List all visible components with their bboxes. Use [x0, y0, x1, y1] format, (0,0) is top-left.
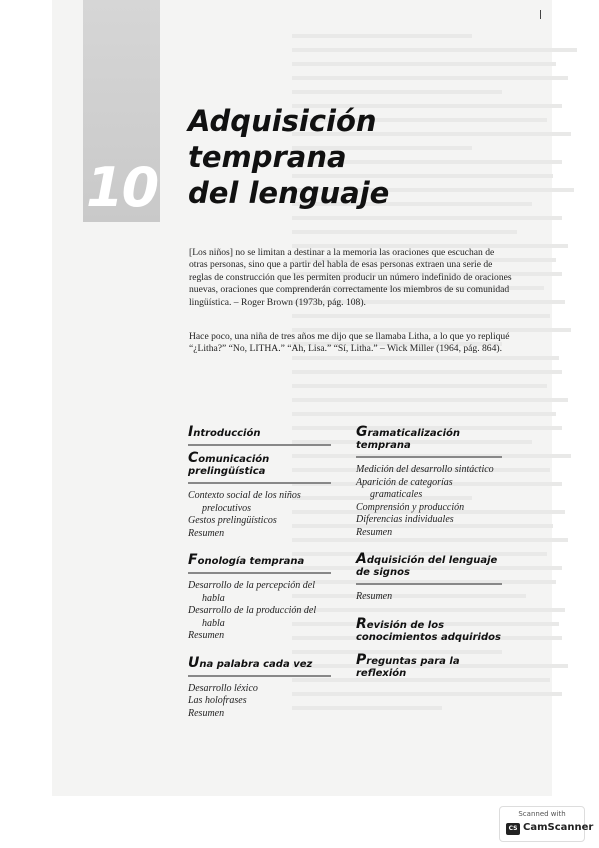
heading-text: ramaticalización temprana: [356, 428, 460, 451]
contents-section-heading: [356, 426, 502, 458]
contents-subsection-list: [188, 683, 331, 721]
heading-text: na palabra cada vez: [199, 658, 313, 670]
contents-section-heading: [356, 615, 502, 648]
epigraph-miller: Hace poco, una niña de tres años me dijo que se llamaba Litha, a lo que yo repliqué “¿Litha?” “No, LITHA.” “Ah, Lisa.” “Sí, Litha.” – Wick Miller (1964, pág. 864).: [189, 331, 510, 355]
contents-subsection-item: Resumen: [188, 707, 225, 719]
watermark-app-name: CamScanner: [523, 822, 594, 833]
contents-subsection-item: Resumen: [356, 591, 393, 602]
contents-subsection-item: Desarrollo de la percepción del: [188, 580, 316, 591]
contents-subsection-item: habla: [202, 592, 225, 604]
heading-initial: P: [356, 651, 367, 668]
heading-text: dquisición del lenguaje de signos: [356, 555, 498, 578]
heading-initial: R: [356, 615, 367, 632]
contents-subsection-item: Contexto social de los niños: [188, 490, 301, 501]
contents-left-column: [188, 426, 331, 734]
contents-subsection-item: habla: [202, 617, 225, 629]
heading-text: onología temprana: [197, 556, 305, 567]
heading-initial: C: [188, 450, 199, 466]
heading-initial: G: [356, 424, 368, 440]
contents-subsection-list: [188, 580, 331, 643]
contents-section-heading: [188, 426, 331, 446]
contents-subsection-item: Desarrollo léxico: [188, 682, 258, 694]
chapter-title-line: temprana: [188, 140, 347, 174]
contents-subsection-list: [188, 490, 331, 540]
contents-section-heading: [356, 651, 502, 684]
chapter-title-line: del lenguaje: [188, 176, 390, 210]
chapter-title-line: Adquisición: [188, 104, 377, 138]
contents-subsection-item: Desarrollo de la producción del: [188, 605, 317, 616]
contents-section-heading: [356, 553, 502, 585]
heading-initial: U: [188, 654, 200, 671]
heading-text: omunicación prelingüística: [188, 454, 270, 477]
heading-text: ntroducción: [193, 428, 261, 439]
heading-initial: I: [188, 424, 194, 440]
contents-subsection-item: Gestos prelingüísticos: [188, 515, 277, 526]
contents-subsection-item: Las holofrases: [188, 695, 247, 706]
heading-text: evisión de los conocimientos adquiridos: [356, 619, 501, 643]
heading-initial: A: [356, 551, 367, 567]
watermark-label: Scanned with: [518, 810, 566, 818]
contents-section-heading: [188, 554, 331, 574]
contents-subsection-item: Diferencias individuales: [356, 514, 454, 525]
contents-subsection-list: [356, 464, 502, 539]
contents-subsection-item: gramaticales: [370, 489, 423, 500]
contents-subsection-item: Resumen: [356, 526, 393, 538]
chapter-number: 10: [86, 156, 158, 219]
chapter-title: [188, 103, 389, 211]
contents-section-heading: [188, 654, 331, 677]
contents-section-heading: [188, 452, 331, 484]
contents-subsection-list: [356, 591, 502, 604]
epigraph-brown: [Los niños] no se limitan a destinar a la memoria las oraciones que escuchan de otras personas, sino que a partir del habla de esas personas extraen una serie de reglas de construcción que les permiten producir un número indefinido de oraciones nuevas, oraciones que comprenderán correctamente los miembros de su comunidad lingüística. – Roger Brown (1973b, pág. 108).: [189, 247, 512, 308]
contents-right-column: [356, 426, 502, 690]
heading-text: reguntas para la reflexión: [356, 655, 460, 679]
contents-subsection-item: Comprensión y producción: [356, 501, 465, 513]
heading-initial: F: [188, 552, 198, 568]
contents-subsection-item: Resumen: [188, 527, 225, 539]
camscanner-logo-icon: CS: [506, 823, 520, 835]
camscanner-watermark: [499, 806, 594, 842]
contents-subsection-item: prelocutivos: [202, 502, 252, 514]
contents-subsection-item: Resumen: [188, 630, 225, 641]
page-mark: [540, 10, 541, 19]
contents-subsection-item: Medición del desarrollo sintáctico: [356, 464, 494, 475]
contents-subsection-item: Aparición de categorías: [356, 476, 453, 488]
